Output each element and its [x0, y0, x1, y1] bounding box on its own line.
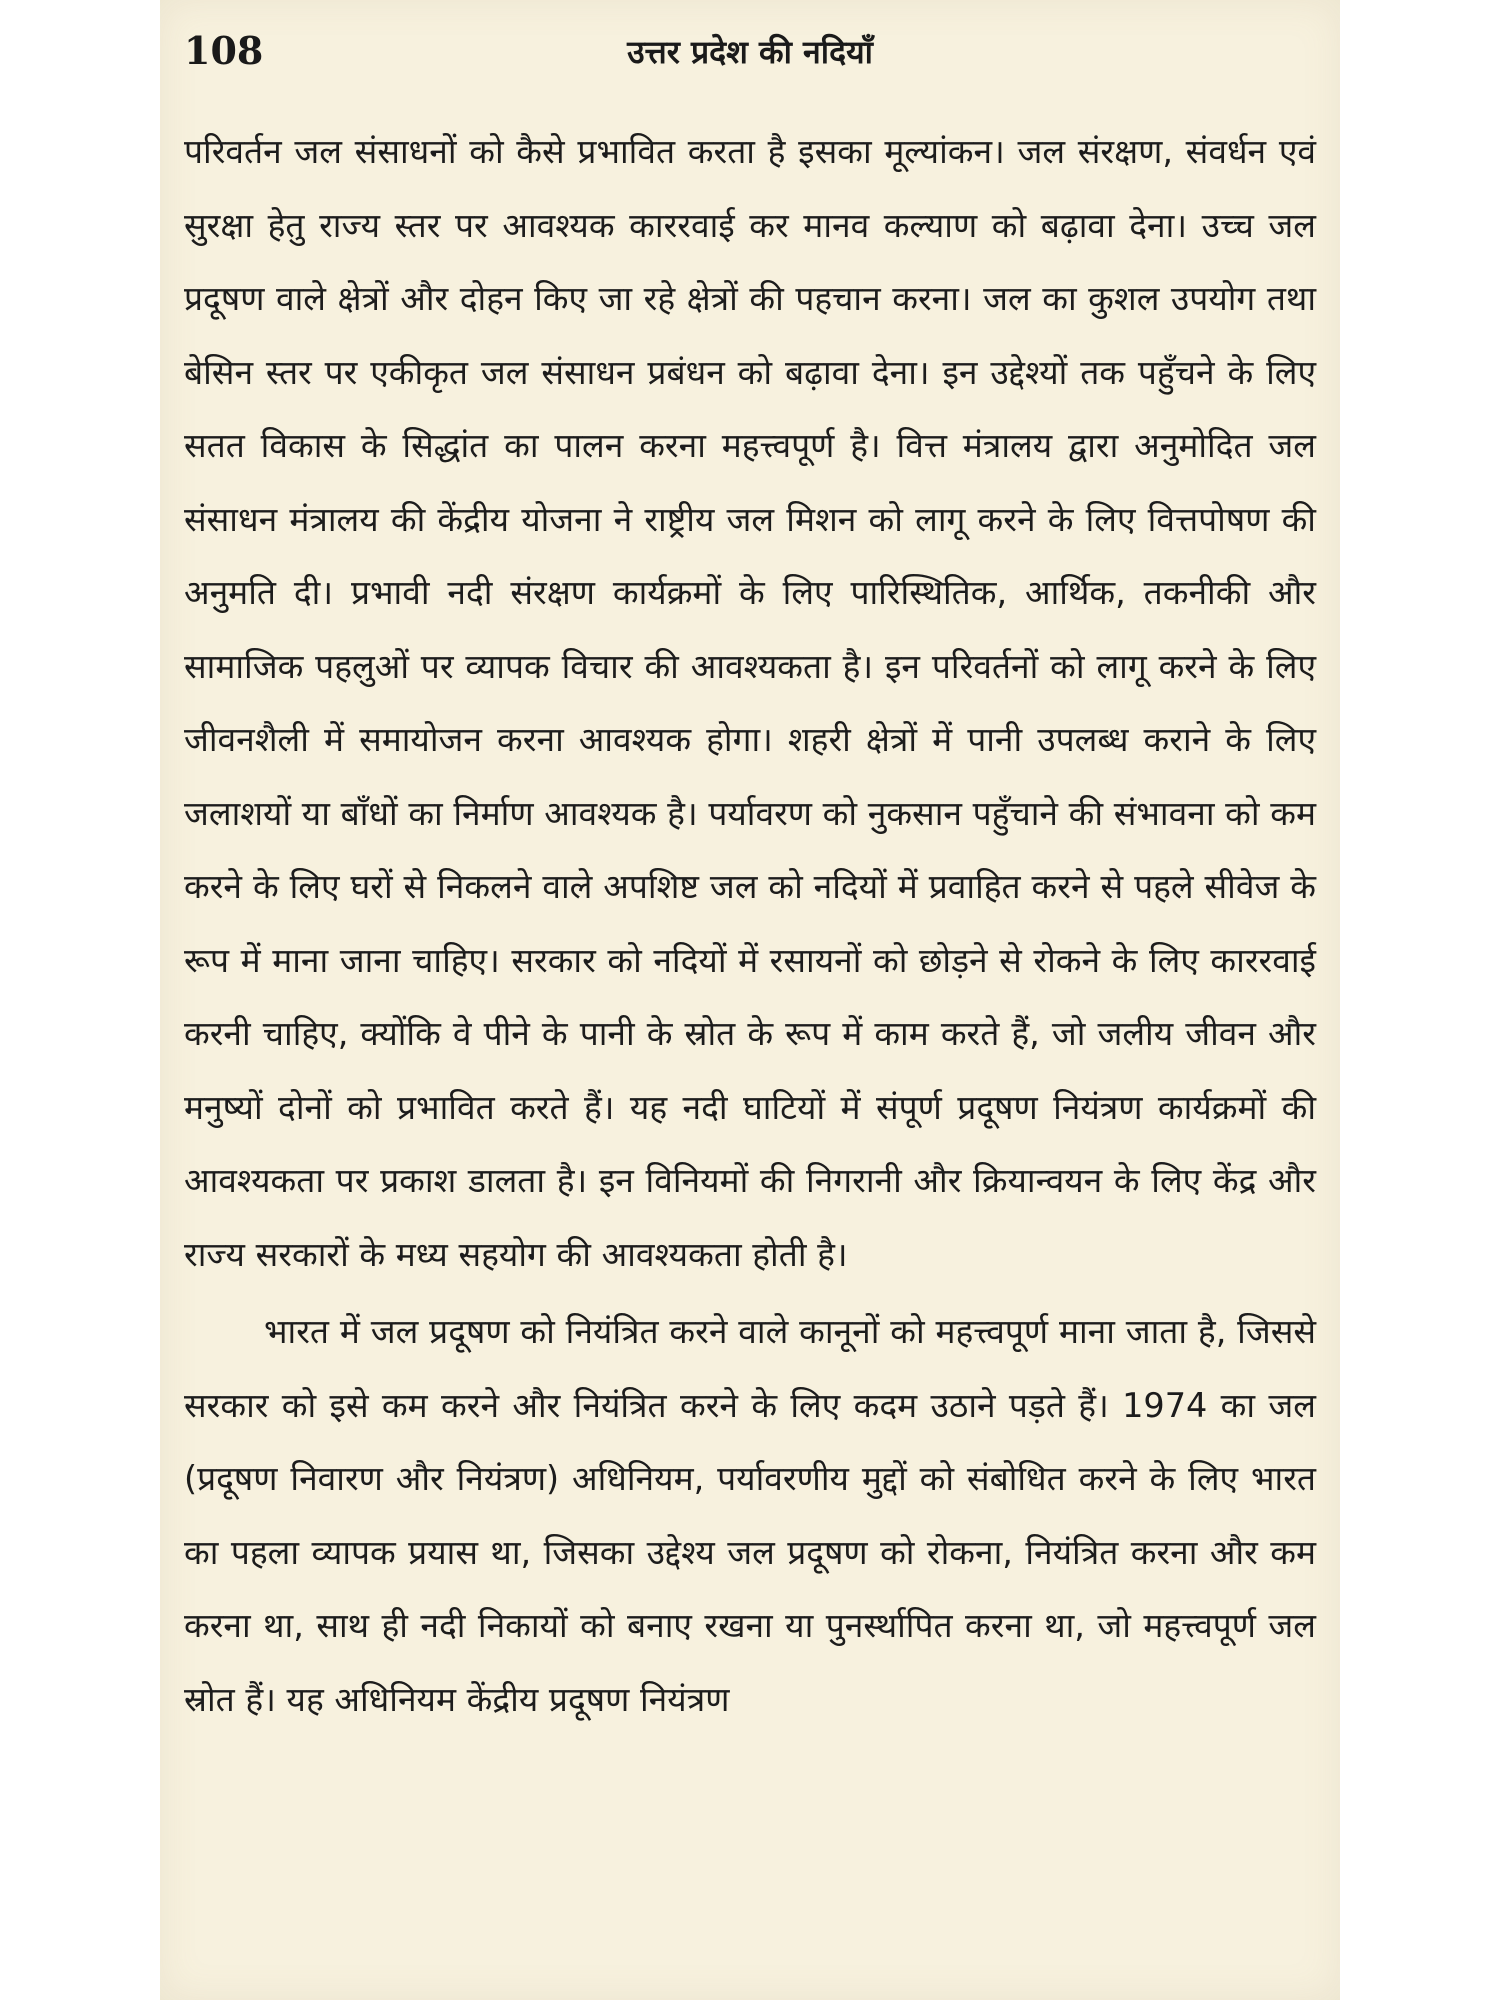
paragraph: परिवर्तन जल संसाधनों को कैसे प्रभावित करता है इसका मूल्यांकन। जल संरक्षण, संवर्धन एवं सुरक्षा हेतु राज्य स्तर पर आवश्यक काररवाई कर मानव कल्याण को बढ़ावा देना। उच्च जल प्रदूषण वाले क्षेत्रों और दोहन किए जा रहे क्षेत्रों की पहचान करना। जल का कुशल उपयोग तथा बेसिन स्तर पर एकीकृत जल संसाधन प्रबंधन को बढ़ावा देना। इन उद्देश्यों तक पहुँचने के लिए सतत विकास के सिद्धांत का पालन करना महत्त्वपूर्ण है। वित्त मंत्रालय द्वारा अनुमोदित जल संसाधन मंत्रालय की केंद्रीय योजना ने राष्ट्रीय जल मिशन को लागू करने के लिए वित्तपोषण की अनुमति दी। प्रभावी नदी संरक्षण कार्यक्रमों के लिए पारिस्थितिक, आर्थिक, तकनीकी और सामाजिक पहलुओं पर व्यापक विचार की आवश्यकता है। इन परिवर्तनों को लागू करने के लिए जीवनशैली में समायोजन करना आवश्यक होगा। शहरी क्षेत्रों में पानी उपलब्ध कराने के लिए जलाशयों या बाँधों का निर्माण आवश्यक है। पर्यावरण को नुकसान पहुँचाने की संभावना को कम करने के लिए घरों से निकलने वाले अपशिष्ट जल को नदियों में प्रवाहित करने से पहले सीवेज के रूप में माना जाना चाहिए। सरकार को नदियों में रसायनों को छोड़ने से रोकने के लिए काररवाई करनी चाहिए, क्योंकि वे पीने के पानी के स्रोत के रूप में काम करते हैं, जो जलीय जीवन और मनुष्यों दोनों को प्रभावित करते हैं। यह नदी घाटियों में संपूर्ण प्रदूषण नियंत्रण कार्यक्रमों की आवश्यकता पर प्रकाश डालता है। इन विनियमों की निगरानी और क्रियान्वयन के लिए केंद्र और राज्य सरकारों के मध्य सहयोग की आवश्यकता होती है।	[184, 132, 1316, 1274]
page-header	[184, 28, 1316, 88]
book-page	[160, 0, 1340, 2000]
body-text	[184, 115, 1316, 1736]
paragraph: भारत में जल प्रदूषण को नियंत्रित करने वाले कानूनों को महत्त्वपूर्ण माना जाता है, जिससे सरकार को इसे कम करने और नियंत्रित करने के लिए कदम उठाने पड़ते हैं। 1974 का जल (प्रदूषण निवारण और नियंत्रण) अधिनियम, पर्यावरणीय मुद्दों को संबोधित करने के लिए भारत का पहला व्यापक प्रयास था, जिसका उद्देश्य जल प्रदूषण को रोकना, नियंत्रित करना और कम करना था, साथ ही नदी निकायों को बनाए रखना या पुनर्स्थापित करना था, जो महत्त्वपूर्ण जल स्रोत हैं। यह अधिनियम केंद्रीय प्रदूषण नियंत्रण	[184, 1312, 1316, 1719]
running-title: उत्तर प्रदेश की नदियाँ	[627, 33, 873, 71]
page-number: 108	[184, 28, 264, 73]
